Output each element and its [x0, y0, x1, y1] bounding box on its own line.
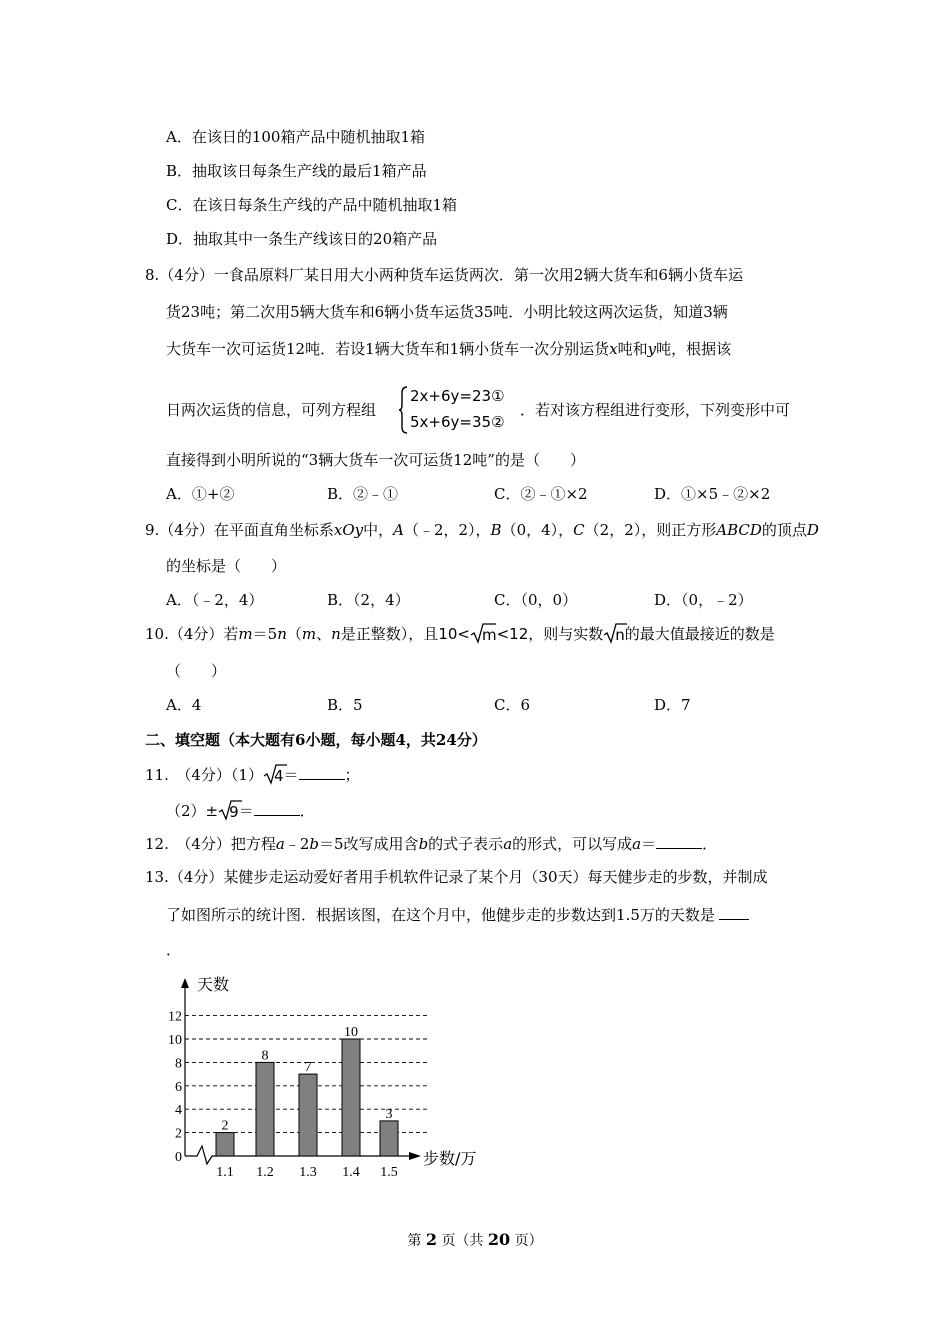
bar [216, 1133, 234, 1156]
q8-line4: 日两次运货的信息，可列方程组 [166, 401, 377, 419]
q8-option-c: C．②﹣①×2 [494, 485, 588, 503]
answer-blank[interactable] [656, 833, 702, 849]
q9-option-a: A．（﹣2，4） [166, 591, 264, 609]
sqrt-9: 9 [218, 802, 239, 822]
q11-line1: 11. （4分）（1） 4＝ ； [145, 766, 360, 785]
y-tick-label: 10 [168, 1033, 182, 1048]
q8-option-b: B．②﹣① [327, 485, 399, 503]
y-tick-label: 2 [175, 1126, 182, 1142]
x-tick-label: 1.3 [299, 1165, 317, 1180]
q10-option-b: B．5 [327, 696, 363, 714]
q8-line1: 8.（4分）一食品原料厂某日用大小两种货车运货两次．第一次用2辆大货车和6辆小货车运 [145, 266, 743, 284]
q8-line2: 货23吨；第二次用5辆大货车和6辆小货车运货35吨．小明比较这两次运货，知道3辆 [166, 303, 728, 321]
q10-option-c: C．6 [494, 696, 531, 714]
y-axis-label: 天数 [197, 975, 230, 994]
q10-option-a: A．4 [166, 696, 202, 714]
q9-option-b: B．（2，4） [327, 591, 410, 609]
bar-value-label: 10 [344, 1025, 358, 1040]
q7-option-b: B．抽取该日每条生产线的最后1箱产品 [166, 162, 427, 180]
q8-option-d: D．①×5﹣②×2 [654, 485, 771, 503]
q8-option-a: A．①+② [166, 485, 235, 503]
y-axis-arrow-icon [181, 978, 189, 988]
q11-line2: （2）± 9＝ ． [166, 802, 315, 821]
answer-blank[interactable] [299, 764, 345, 780]
brace-icon [398, 385, 408, 435]
q9-option-d: D．（0，﹣2） [654, 591, 753, 609]
q9-option-c: C．（0，0） [494, 591, 578, 609]
q13-line3: ． [166, 941, 182, 959]
bar-value-label: 3 [385, 1106, 393, 1122]
q8-line3: 大货车一次可运货12吨．若设1辆大货车和1辆小货车一次分别运货x吨和y吨，根据该 [166, 340, 732, 358]
section-2-heading: 二、填空题（本大题有6小题，每小题4，共24分） [145, 731, 487, 749]
y-tick-label: 8 [175, 1056, 182, 1072]
y-tick-label: 12 [168, 1009, 182, 1025]
q10-line1: 10.（4分）若m＝5n（m、n是正整数），且10< m<12，则与实数 n的最大值最接近的数是 [145, 625, 775, 644]
q12-line1: 12. （4分）把方程a﹣2b＝5改写成用含b的式子表示a的形式，可以写成a＝ ． [145, 835, 718, 853]
q13-line1: 13.（4分）某健步走运动爱好者用手机软件记录了某个月（30天）每天健步走的步数，并制成 [145, 868, 768, 886]
sqrt-n: n [603, 625, 625, 645]
sqrt-4: 4 [263, 766, 284, 786]
x-tick-label: 1.4 [342, 1165, 360, 1180]
sqrt-m: m [470, 625, 497, 645]
q7-option-c: C．在该日每条生产线的产品中随机抽取1箱 [166, 196, 458, 214]
equation-1: 2x+6y=23① [410, 387, 505, 405]
q10-line2: （ ） [166, 662, 227, 680]
equation-2: 5x+6y=35② [410, 413, 505, 431]
x-axis-label: 步数/万 [423, 1149, 477, 1168]
bar-value-label: 7 [304, 1060, 312, 1076]
x-axis-arrow-icon [409, 1152, 421, 1160]
bar-chart [165, 970, 495, 1190]
q7-option-d: D．抽取其中一条生产线该日的20箱产品 [166, 230, 438, 248]
bar [299, 1074, 317, 1156]
q8-line4-tail: ．若对该方程组进行变形，下列变形中可 [520, 401, 791, 419]
q9-line1: 9.（4分）在平面直角坐标系xOy中，A（﹣2，2），B（0，4），C（2，2），则正方形ABCD的顶点D [145, 521, 819, 539]
y-tick-label: 4 [175, 1103, 182, 1119]
bar [380, 1121, 398, 1156]
bar [342, 1039, 360, 1156]
answer-blank[interactable] [719, 904, 749, 920]
bar-value-label: 2 [221, 1118, 229, 1134]
y-tick-label: 0 [175, 1150, 182, 1165]
q7-option-a: A．在该日的100箱产品中随机抽取1箱 [166, 128, 426, 146]
y-tick-label: 6 [175, 1079, 182, 1095]
q13-line2: 了如图所示的统计图．根据该图，在这个月中，他健步走的步数达到1.5万的天数是 [166, 904, 749, 925]
q10-option-d: D．7 [654, 696, 691, 714]
bar-value-label: 8 [261, 1048, 269, 1064]
page-number: 2 [425, 1230, 437, 1249]
total-pages: 20 [487, 1230, 511, 1249]
x-tick-label: 1.2 [256, 1165, 274, 1180]
x-tick-label: 1.1 [216, 1165, 234, 1180]
page-footer: 第 2 页（共 20 页） [407, 1230, 543, 1249]
q9-line2: 的坐标是（ ） [166, 557, 287, 575]
inequality-right: <12 [496, 625, 529, 643]
answer-blank[interactable] [254, 800, 300, 816]
q8-line5: 直接得到小明所说的“3辆大货车一次可运货12吨”的是（ ） [166, 451, 585, 469]
x-tick-label: 1.5 [380, 1165, 398, 1180]
inequality-left: 10< [438, 625, 470, 643]
q8-equation-system [398, 385, 518, 435]
bar [256, 1062, 274, 1156]
